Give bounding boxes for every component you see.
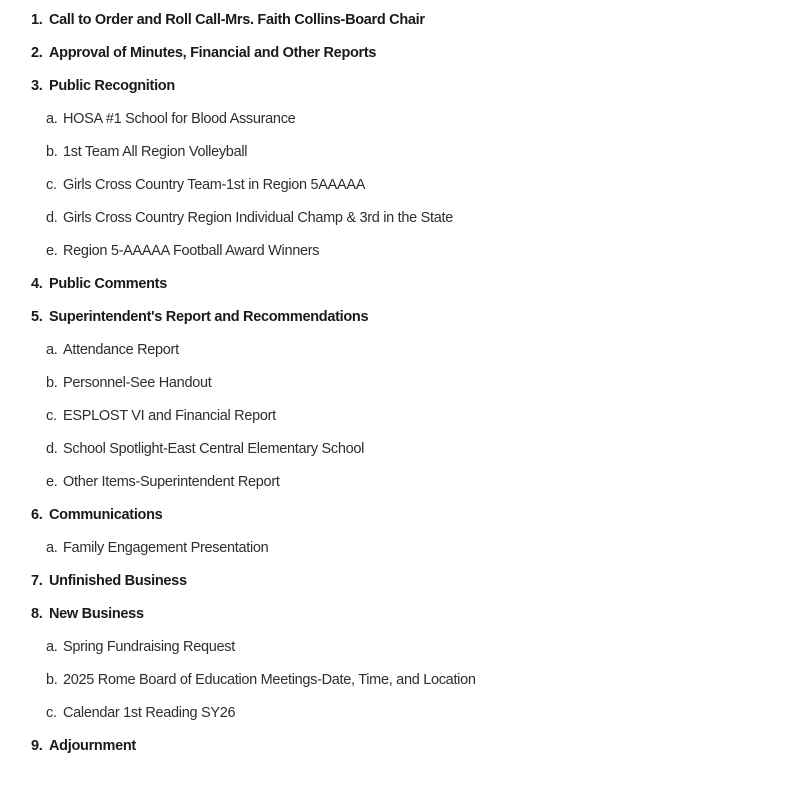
agenda-item-marker: e. (46, 474, 58, 490)
agenda-item-label: New Business (49, 606, 144, 622)
agenda-item-label: Calendar 1st Reading SY26 (63, 705, 236, 721)
agenda-list (31, 11, 770, 756)
agenda-item (31, 275, 770, 294)
agenda-item (31, 77, 770, 96)
agenda-item (31, 572, 770, 591)
agenda-item-marker: c. (46, 705, 57, 721)
agenda-item-marker: c. (46, 177, 57, 193)
agenda-item (31, 506, 770, 525)
agenda-subitem (46, 341, 770, 360)
agenda-subitem (46, 539, 770, 558)
agenda-item-label: Communications (49, 507, 163, 523)
agenda-item-marker: a. (46, 342, 58, 358)
agenda-item-marker: a. (46, 639, 58, 655)
agenda-item-marker: d. (46, 441, 58, 457)
agenda-item-marker: 3. (31, 78, 43, 94)
agenda-subitem (46, 440, 770, 459)
agenda-item-marker: d. (46, 210, 58, 226)
agenda-item-marker: 8. (31, 606, 43, 622)
agenda-item-marker: 5. (31, 309, 43, 325)
agenda-item-label: Adjournment (49, 738, 136, 754)
agenda-subitem (46, 671, 770, 690)
agenda-subitem (46, 110, 770, 129)
agenda-item-label: Public Recognition (49, 78, 175, 94)
agenda-item-marker: b. (46, 144, 58, 160)
agenda-subitem (46, 143, 770, 162)
agenda-item-label: Girls Cross Country Region Individual Champ & 3rd in the State (63, 210, 454, 226)
agenda-item-label: ESPLOST VI and Financial Report (63, 408, 276, 424)
agenda-subitem (46, 242, 770, 261)
agenda-item (31, 737, 770, 756)
agenda-item-label: Call to Order and Roll Call-Mrs. Faith Collins-Board Chair (49, 12, 425, 28)
agenda-item (31, 605, 770, 624)
agenda-item-label: 1st Team All Region Volleyball (63, 144, 248, 160)
agenda-item-label: Girls Cross Country Team-1st in Region 5AAAAA (63, 177, 366, 193)
agenda-item-marker: e. (46, 243, 58, 259)
agenda-item (31, 11, 770, 30)
agenda-subitem (46, 374, 770, 393)
agenda-subitem (46, 407, 770, 426)
agenda-item-label: Attendance Report (63, 342, 179, 358)
agenda-item (31, 308, 770, 327)
agenda-subitem (46, 473, 770, 492)
agenda-item-label: School Spotlight-East Central Elementary School (63, 441, 365, 457)
agenda-subitem (46, 638, 770, 657)
agenda-item-marker: b. (46, 375, 58, 391)
agenda-item-marker: 9. (31, 738, 43, 754)
agenda-item-marker: a. (46, 111, 58, 127)
agenda-item-label: Other Items-Superintendent Report (63, 474, 280, 490)
agenda-item-label: HOSA #1 School for Blood Assurance (63, 111, 296, 127)
agenda-item-label: Family Engagement Presentation (63, 540, 269, 556)
agenda-item-marker: 2. (31, 45, 43, 61)
agenda-item-marker: 4. (31, 276, 43, 292)
agenda-item-marker: 1. (31, 12, 43, 28)
agenda-item-marker: 7. (31, 573, 43, 589)
agenda-subitem (46, 176, 770, 195)
agenda-subitem (46, 704, 770, 723)
agenda-subitem (46, 209, 770, 228)
agenda-item-label: Public Comments (49, 276, 167, 292)
agenda-item-marker: b. (46, 672, 58, 688)
agenda-item-label: Superintendent's Report and Recommendations (49, 309, 369, 325)
agenda-item-marker: 6. (31, 507, 43, 523)
agenda-item-label: Approval of Minutes, Financial and Other Reports (49, 45, 377, 61)
agenda-item-label: Spring Fundraising Request (63, 639, 235, 655)
agenda-item (31, 44, 770, 63)
agenda-item-label: 2025 Rome Board of Education Meetings-Date, Time, and Location (63, 672, 476, 688)
agenda-item-marker: c. (46, 408, 57, 424)
agenda-item-label: Unfinished Business (49, 573, 187, 589)
agenda-item-label: Personnel-See Handout (63, 375, 212, 391)
agenda-item-label: Region 5-AAAAA Football Award Winners (63, 243, 320, 259)
agenda-item-marker: a. (46, 540, 58, 556)
